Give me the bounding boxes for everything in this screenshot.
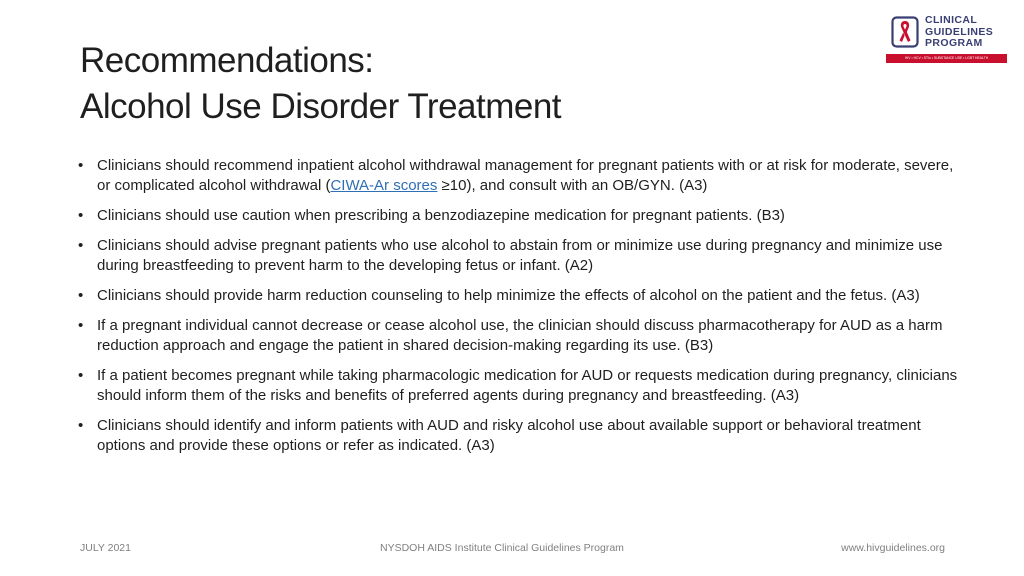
list-item-text: ≥10), and consult with an OB/GYN. (A3) (437, 177, 708, 194)
logo-wordmark (925, 15, 993, 50)
footer-organization: NYSDOH AIDS Institute Clinical Guidelines Program (380, 542, 624, 554)
logo-line-3: PROGRAM (925, 37, 983, 49)
list-item-text: Clinicians should provide harm reduction counseling to help minimize the effects of alcohol on the patient and the fetus. (A3) (97, 287, 920, 304)
list-item-text: If a patient becomes pregnant while taking pharmacologic medication for AUD or requests medication during pregnancy, clinicians should inform them of the risks and benefits of preferred agents during pregnancy and breastfeeding. (A3) (97, 367, 958, 404)
list-item (78, 236, 958, 276)
bullet-marker: • (78, 317, 84, 334)
list-item-text: Clinicians should identify and inform patients with AUD and risky alcohol use about available support or behavioral treatment options and provide these options or refer as indicated. (A3) (97, 417, 921, 454)
list-item-text: Clinicians should use caution when prescribing a benzodiazepine medication for pregnant patients. (B3) (97, 207, 785, 224)
red-ribbon-icon (891, 16, 919, 48)
clinical-guidelines-logo (884, 14, 1008, 64)
title-line-1: Recommendations: (80, 41, 374, 80)
bullet-marker: • (78, 367, 84, 384)
recommendations-list (78, 156, 958, 466)
list-item-text: Clinicians should advise pregnant patients who use alcohol to abstain from or minimize use during pregnancy and minimize use during breastfeeding to prevent harm to the developing fetus or infant. (A2) (97, 237, 943, 274)
list-item-text: Clinicians should recommend inpatient alcohol withdrawal management for pregnant patients with or at risk for moderate, severe, or complicated alcohol withdrawal ( (97, 157, 954, 194)
list-item (78, 416, 958, 456)
page-title (80, 38, 561, 130)
list-item (78, 286, 958, 306)
logo-tagline-band: HIV • HCV • STIs • SUBSTANCE USE • LGBT HEALTH (886, 54, 1007, 63)
title-line-2: Alcohol Use Disorder Treatment (80, 87, 562, 126)
bullet-marker: • (78, 237, 84, 254)
ciwa-ar-scores-link[interactable]: CIWA-Ar scores (330, 177, 438, 194)
list-item (78, 366, 958, 406)
footer-date: JULY 2021 (80, 542, 131, 554)
bullet-marker: • (78, 157, 84, 174)
logo-line-2: GUIDELINES (925, 25, 994, 38)
list-item (78, 316, 958, 356)
list-item (78, 156, 958, 196)
bullet-marker: • (78, 207, 84, 224)
list-item-text: If a pregnant individual cannot decrease or cease alcohol use, the clinician should discuss pharmacotherapy for AUD as a harm reduction approach and engage the patient in shared decision-making regarding its use. (B3) (97, 317, 943, 354)
bullet-marker: • (78, 417, 84, 434)
logo-line-1: CLINICAL (925, 14, 978, 26)
list-item (78, 206, 958, 226)
footer-website: www.hivguidelines.org (841, 542, 945, 554)
bullet-marker: • (78, 287, 84, 304)
